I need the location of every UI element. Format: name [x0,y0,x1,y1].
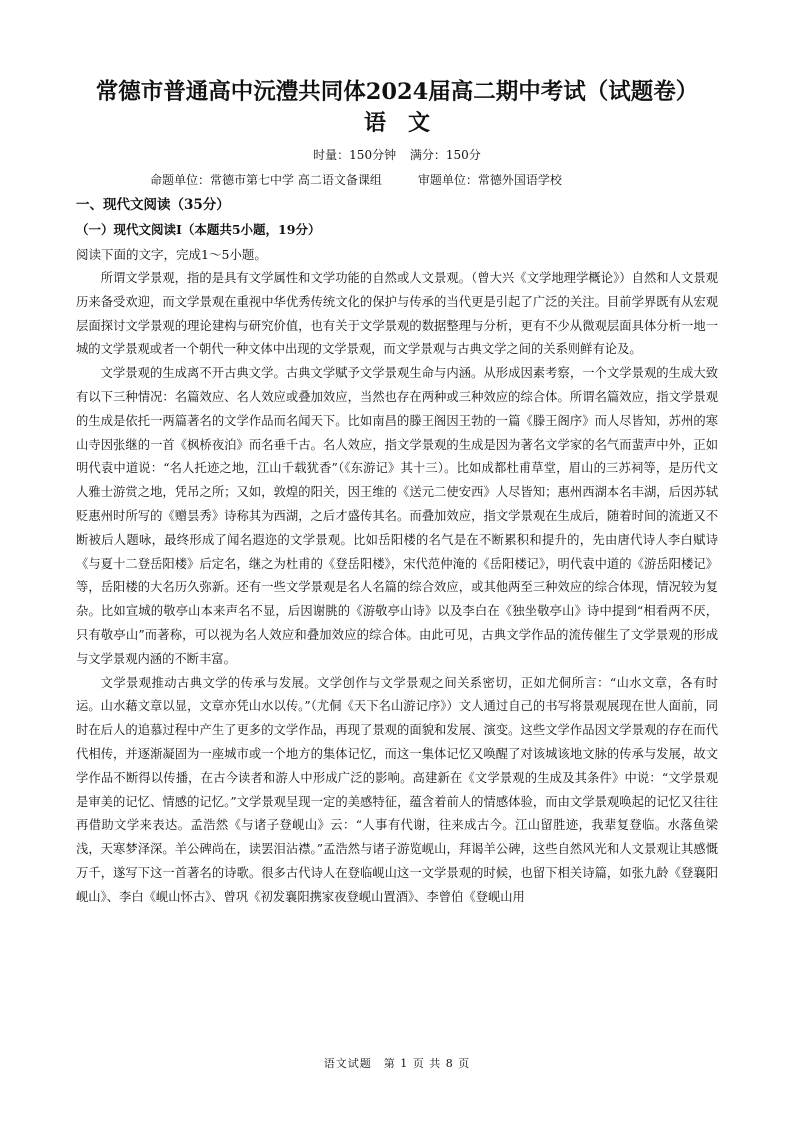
proposer-unit: 命题单位：常德市第七中学 高二语文备课组 [150,173,382,187]
exam-units [150,172,562,188]
passage-paragraph: 文学景观的生成离不开古典文学。古典文学赋予文学景观生命与内涵。从形成因素考察，一个文学景观的生成大致有以下三种情况：名篇效应、名人效应或叠加效应，当然也存在两种或三种效应的综合体。所谓名篇效应，指文学景观的生成是依托一两篇著名的文学作品而名闻天下。比如南昌的滕王阁因王勃的一篇《滕王阁序》而人尽皆知，苏州的寒山寺因张继的一首《枫桥夜泊》而名垂千古。名人效应，指文学景观的生成是因为著名文学家的名气而蜚声中外，正如明代袁中道说：“名人托迹之地，江山千载犹香”（《东游记》其十三）。比如成都杜甫草堂，眉山的三苏祠等，是历代文人雅士游赏之地，凭吊之所；又如，敦煌的阳关，因王维的《送元二使安西》人尽皆知；惠州西湖本名丰湖，后因苏轼贬惠州时所写的《赠昙秀》诗称其为西湖，之后才盛传其名。而叠加效应，指文学景观在生成后，随着时间的流逝又不断被后人题咏，最终形成了闻名遐迩的文学景观。比如岳阳楼的名气是在不断累积和提升的，先由唐代诗人李白赋诗《与夏十二登岳阳楼》后定名，继之为杜甫的《登岳阳楼》，宋代范仲淹的《岳阳楼记》，明代袁中道的《游岳阳楼记》等，岳阳楼的大名历久弥新。还有一些文学景观是名人名篇的综合效应，或其他两至三种效应的综合体现，情况较为复杂。比如宣城的敬亭山本来声名不显，后因谢朓的《游敬亭山诗》以及李白在《独坐敬亭山》诗中提到“相看两不厌，只有敬亭山”而著称，可以视为名人效应和叠加效应的综合体。由此可见，古典文学作品的流传催生了文学景观的形成与文学景观内涵的不断丰富。 [76,366,718,666]
passage-paragraph: 所谓文学景观，指的是具有文学属性和文学功能的自然或人文景观。（曾大兴《文学地理学概论》）自然和人文景观历来备受欢迎，而文学景观在重视中华优秀传统文化的保护与传承的当代更是引起了广泛的关注。目前学界既有从宏观层面探讨文学景观的理论建构与研究价值，也有关于文学景观的数据整理与分析，更有不少从微观层面具体分析一地一城的文学景观或者一个朝代一种文体中出现的文学景观，而文学景观与古典文学之间的关系则鲜有论及。 [76,271,718,357]
section-heading: 一、现代文阅读（35分） [76,197,230,213]
passage [76,267,718,910]
exam-time: 时量：150分钟 [313,148,397,162]
page-footer: 语文试题 第 1 页 共 8 页 [323,1057,471,1070]
subject-title: 语 文 [363,110,430,136]
exam-score: 满分：150分 [409,148,481,162]
exam-meta [0,147,794,163]
subsection-heading: （一）现代文阅读Ⅰ（本题共5小题，19分） [76,222,321,237]
passage-paragraph: 文学景观推动古典文学的传承与发展。文学创作与文学景观之间关系密切，正如尤侗所言：“山水文章，各有时运。山水藉文章以显，文章亦凭山水以传。”（尤侗《天下名山游记序》）文人通过自己的书写将景观展现在世人面前，同时在后人的追慕过程中产生了更多的文学作品，再现了景观的面貌和发展、演变。这些文学作品因文学景观的存在而代代相传，并逐渐凝固为一座城市或一个地方的集体记忆，而这一集体记忆又唤醒了对该城该地文脉的传承与发展，故文学作品不断得以传播，在古今读者和游人中形成广泛的影响。高建新在《文学景观的生成及其条件》中说：“文学景观是审美的记忆、情感的记忆。”文学景观呈现一定的美感特征，蕴含着前人的情感体验，而由文学景观唤起的记忆又往往再借助文学来表达。孟浩然《与诸子登岘山》云：“人事有代谢，往来成古今。江山留胜迹，我辈复登临。水落鱼梁浅，天寒梦泽深。羊公碑尚在，读罢泪沾襟。”孟浩然与诸子游览岘山，拜谒羊公碑，这些自然风光和人文景观让其感慨万千，遂写下这一首著名的诗歌。很多古代诗人在登临岘山这一文学景观的时候，也留下相关诗篇，如张九龄《登襄阳岘山》、李白《岘山怀古》、曾巩《初发襄阳携家夜登岘山置酒》、李曾伯《登岘山用 [76,675,718,904]
reviewer-unit: 审题单位：常德外国语学校 [417,173,562,187]
reading-instruction: 阅读下面的文字，完成1～5小题。 [76,247,267,262]
exam-title: 常德市普通高中沅澧共同体2024届高二期中考试（试题卷） [95,79,699,105]
